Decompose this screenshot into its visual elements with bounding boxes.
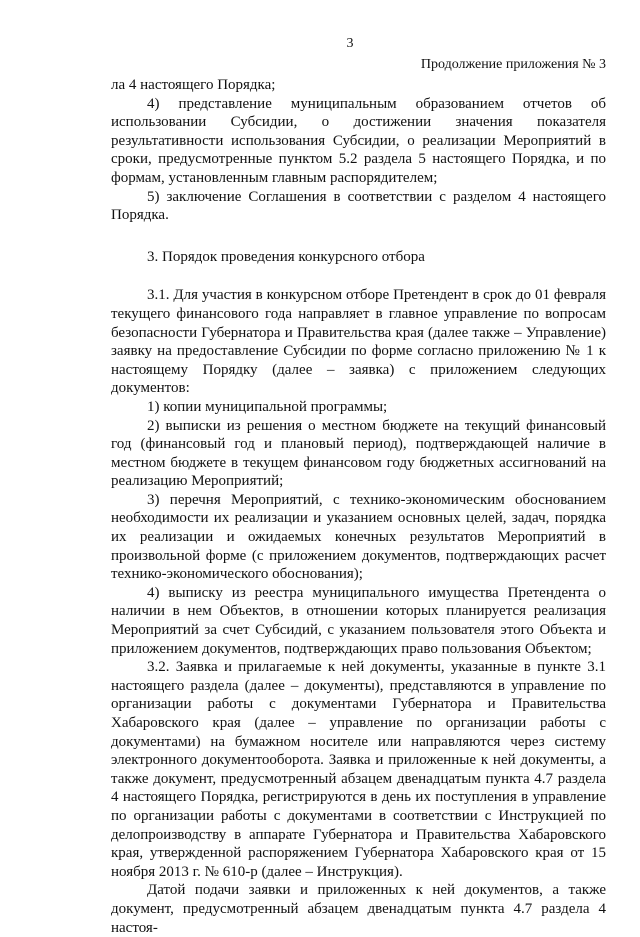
paragraph-continuation: ла 4 настоящего Порядка; [111, 77, 276, 93]
paragraph-3-1: 3.1. Для участия в конкурсном отборе Претендент в срок до 01 февраля текущего финансового года направляет в главное управление по вопросам безопасности Губернатора и Правительства края (далее также – Управление) заявку на предоставление Субсидии по форме согласно приложению № 1 к настоящему Порядку (далее – заявка) с приложением следующих документов: [111, 287, 606, 397]
appendix-continuation-label: Продолжение приложения № 3 [420, 57, 606, 72]
section-heading: 3. Порядок проведения конкурсного отбора [147, 248, 425, 265]
paragraph-list-item-1: 1) копии муниципальной программы; [147, 398, 388, 415]
paragraph-item-5-agreement: 5) заключение Соглашения в соответствии с разделом 4 настоящего Порядка. [111, 188, 606, 224]
paragraph-list-item-4: 4) выписку из реестра муниципального имущества Претендента о наличии в нем Объектов, в отношении которых планируется реализация Мероприятий за счет Субсидий, с указанием пользователя этого Объекта и приложением документов, подтверждающих право пользования Объектом; [111, 584, 606, 657]
document-body [111, 76, 606, 937]
paragraph-submission-date: Датой подачи заявки и приложенных к ней документов, а также документ, предусмотренный абзацем двенадцатым пункта 4.7 раздела 4 настоя- [111, 882, 606, 936]
paragraph-list-item-3: 3) перечня Мероприятий, с технико-экономическим обоснованием необходимости их реализации и указанием основных целей, задач, порядка их реализации и ожидаемых конечных результатов Мероприятий в произвольной форме (с приложением документов, подтверждающих расчет технико-экономического обоснования); [111, 491, 606, 583]
paragraph-3-2: 3.2. Заявка и прилагаемые к ней документы, указанные в пункте 3.1 настоящего раздела (далее – документы), представляются в управление по организации работы с документами Губернатора и Правительства Хабаровского края (далее – управление по организации работы с документами) на бумажном носителе или направляются через систему электронного документооборота. Заявка и приложенные к ней документы, а также документ, предусмотренный абзацем двенадцатым пункта 4.7 раздела 4 настоящего Порядка, регистрируются в день их поступления в управление по организации работы с документами в соответствии с Инструкцией по делопроизводству в аппарате Губернатора и Правительства Хабаровского края, утвержденной распоряжением Губернатора Хабаровского края от 15 ноября 2013 г. № 610-р (далее – Инструкция). [111, 659, 606, 880]
page-number: 3 [346, 36, 354, 51]
paragraph-list-item-2: 2) выписки из решения о местном бюджете на текущий финансовый год (финансовый год и плановый период), подтверждающей наличие в местном бюджете в текущем финансовом году бюджетных ассигнований на реализацию Мероприятий; [111, 417, 606, 490]
paragraph-item-4-reports: 4) представление муниципальным образованием отчетов об использовании Субсидии, о достижении значения показателя результативности использования Субсидии, о реализации Мероприятий в сроки, предусмотренные пунктом 5.2 раздела 5 настоящего Порядка, и по формам, установленным главным распорядителем; [111, 95, 606, 186]
